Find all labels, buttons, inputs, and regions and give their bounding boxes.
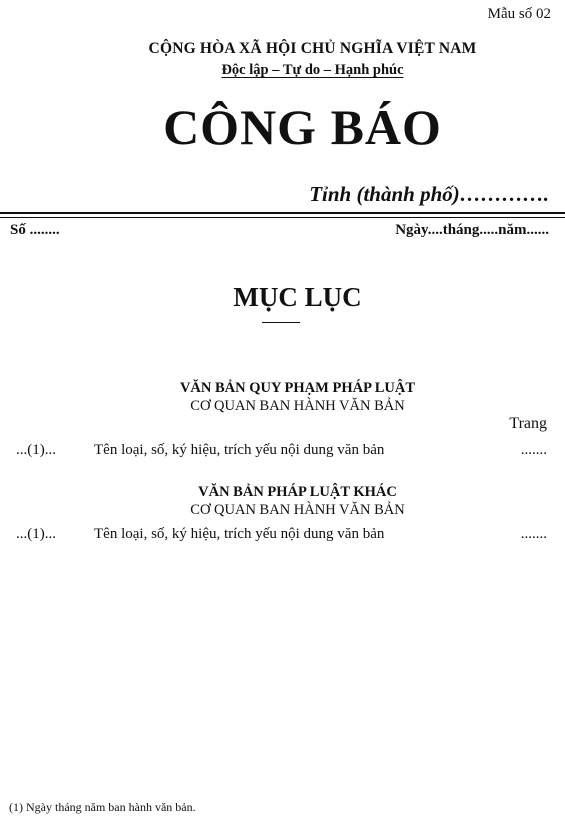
- form-number: Mẫu số 02: [487, 6, 551, 22]
- entry-ref: ...(1)...: [16, 442, 56, 458]
- section-heading-legal-normative: VĂN BẢN QUY PHẠM PHÁP LUẬT: [179, 380, 416, 396]
- header-rule-thin: [0, 217, 565, 218]
- section-subheading-issuing-agency: CƠ QUAN BAN HÀNH VĂN BẢN: [190, 398, 405, 414]
- toc-title-divider: [262, 322, 300, 323]
- entry-text: Tên loại, số, ký hiệu, trích yếu nội dung văn bản: [94, 442, 385, 458]
- entry-ref: ...(1)...: [16, 526, 56, 542]
- page-column-header: Trang: [509, 415, 547, 432]
- republic-name: CỘNG HÒA XÃ HỘI CHỦ NGHĨA VIỆT NAM: [148, 40, 477, 57]
- section-subheading-issuing-agency: CƠ QUAN BAN HÀNH VĂN BẢN: [190, 502, 405, 518]
- motto-text: Độc lập – Tự do – Hạnh phúc: [221, 62, 404, 78]
- gazette-title: CÔNG BÁO: [163, 99, 442, 155]
- issue-date: Ngày....tháng.....năm......: [395, 222, 549, 238]
- issue-number: Số ........: [10, 222, 60, 238]
- province-line: Tỉnh (thành phố)………….: [309, 182, 549, 206]
- footnote: (1) Ngày tháng năm ban hành văn bản.: [9, 800, 196, 814]
- entry-page: .......: [520, 442, 547, 458]
- header-rule-thick: [0, 212, 565, 214]
- toc-title: MỤC LỤC: [233, 282, 362, 312]
- section-heading-other-legal: VĂN BẢN PHÁP LUẬT KHÁC: [198, 484, 397, 500]
- entry-page: .......: [520, 526, 547, 542]
- entry-text: Tên loại, số, ký hiệu, trích yếu nội dung văn bản: [94, 526, 385, 542]
- national-motto: [0, 62, 565, 79]
